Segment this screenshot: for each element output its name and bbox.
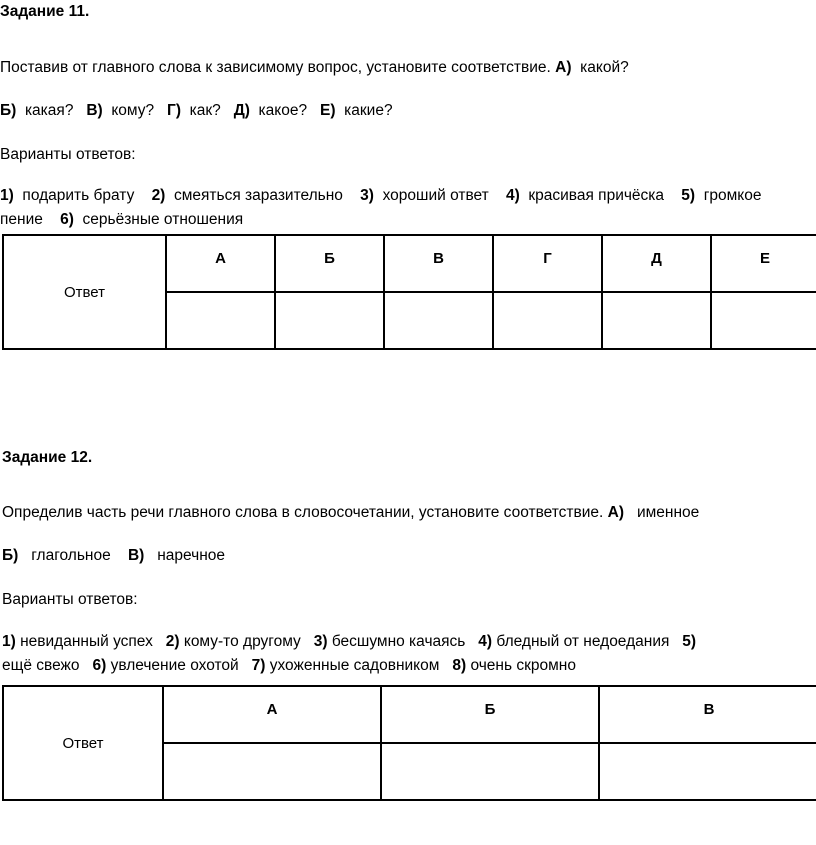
task12-v2-text: кому-то другому (183, 633, 301, 650)
task12-v1-text: невиданный успех (20, 633, 153, 650)
task11-questions-line (0, 101, 393, 121)
task12-answer-table (2, 685, 816, 801)
task11-title: Задание 11. (0, 3, 90, 20)
task11-variants-title: Варианты ответов: (0, 146, 136, 163)
task11-v4-text: красивая причёска (528, 187, 665, 204)
task11-header-e: Е (711, 235, 816, 292)
task11-answer-cell-g[interactable] (493, 292, 602, 349)
task12-v6-label: 6) (92, 657, 107, 674)
task11-answer-cell-d[interactable] (602, 292, 711, 349)
task12-instruction-line (2, 503, 699, 523)
task11-v3-text: хороший ответ (382, 187, 489, 204)
task12-q-a-label: А) (607, 504, 625, 521)
task11-answer-cell-a[interactable] (166, 292, 275, 349)
task12-v5-text: ещё свежо (2, 657, 80, 674)
task12-answer-cell-a[interactable] (163, 743, 381, 800)
task11-v5-text-part2: пение (0, 211, 43, 228)
task12-header-b: Б (381, 686, 599, 743)
task11-q-a-text: какой? (580, 59, 629, 76)
task11-q-d-label: Д) (233, 102, 250, 119)
task12-q-v-label: В) (127, 547, 145, 564)
task11-q-v-label: В) (86, 102, 103, 119)
task12-v2-label: 2) (165, 633, 180, 650)
task12-instruction: Определив часть речи главного слова в словосочетании, установите соответствие. (2, 504, 604, 521)
task11-q-b-label: Б) (0, 102, 17, 119)
task11-header-a: А (166, 235, 275, 292)
task12-variants-line1 (2, 632, 696, 652)
task12-q-v-text: наречное (157, 547, 226, 564)
task12-v3-text: бесшумно качаясь (331, 633, 466, 650)
task12-v8-text: очень скромно (470, 657, 576, 674)
task11-instruction-line (0, 58, 629, 78)
task12-header-v: В (599, 686, 816, 743)
task11-header-d: Д (602, 235, 711, 292)
task11-v2-label: 2) (151, 187, 166, 204)
task11-v1-label: 1) (0, 187, 14, 204)
task11-answer-table (2, 234, 816, 350)
task11-v4-label: 4) (505, 187, 520, 204)
task11-header-b: Б (275, 235, 384, 292)
task12-answer-cell-b[interactable] (381, 743, 599, 800)
task11-header-v: В (384, 235, 493, 292)
task12-variants-line2 (2, 656, 576, 676)
task12-title: Задание 12. (2, 449, 93, 466)
task12-answer-label: Ответ (3, 686, 163, 800)
task12-answer-cell-v[interactable] (599, 743, 816, 800)
task11-v2-text: смеяться заразительно (173, 187, 343, 204)
task12-variants-title: Варианты ответов: (2, 591, 138, 608)
task11-instruction: Поставив от главного слова к зависимому вопрос, установите соответствие. (0, 59, 551, 76)
task11-q-a-label: А) (555, 59, 572, 76)
task11-header-g: Г (493, 235, 602, 292)
task11-v6-label: 6) (60, 211, 74, 228)
task11-answer-cell-v[interactable] (384, 292, 493, 349)
task11-q-g-text: как? (189, 102, 221, 119)
task12-v3-label: 3) (313, 633, 328, 650)
task11-answer-cell-e[interactable] (711, 292, 816, 349)
task12-v8-label: 8) (452, 657, 467, 674)
task11-v1-text: подарить брату (22, 187, 135, 204)
task11-v5-text-part1: громкое (703, 187, 762, 204)
task11-q-v-text: кому? (111, 102, 155, 119)
task12-q-b-text: глагольное (31, 547, 111, 564)
task12-v4-label: 4) (478, 633, 493, 650)
task11-v6-text: серьёзные отношения (82, 211, 244, 228)
task12-v7-text: ухоженные садовником (269, 657, 440, 674)
task11-variants-line2 (0, 210, 243, 230)
task11-q-d-text: какое? (258, 102, 308, 119)
task11-answer-label: Ответ (3, 235, 166, 349)
task12-v4-text: бледный от недоедания (496, 633, 670, 650)
task11-v5-label: 5) (681, 187, 696, 204)
task11-variants-line1 (0, 186, 761, 206)
task11-q-e-label: Е) (320, 102, 336, 119)
task12-v6-text: увлечение охотой (110, 657, 239, 674)
task11-answer-cell-b[interactable] (275, 292, 384, 349)
task11-v3-label: 3) (360, 187, 374, 204)
task12-header-a: А (163, 686, 381, 743)
task12-q-a-text: именное (636, 504, 700, 521)
task11-q-b-text: какая? (24, 102, 74, 119)
task12-v5-label: 5) (682, 633, 697, 650)
task12-v1-label: 1) (2, 633, 16, 650)
task12-questions-line (2, 546, 225, 566)
task12-q-b-label: Б) (2, 547, 19, 564)
task11-q-e-text: какие? (344, 102, 393, 119)
task12-v7-label: 7) (251, 657, 266, 674)
task11-q-g-label: Г) (167, 102, 181, 119)
